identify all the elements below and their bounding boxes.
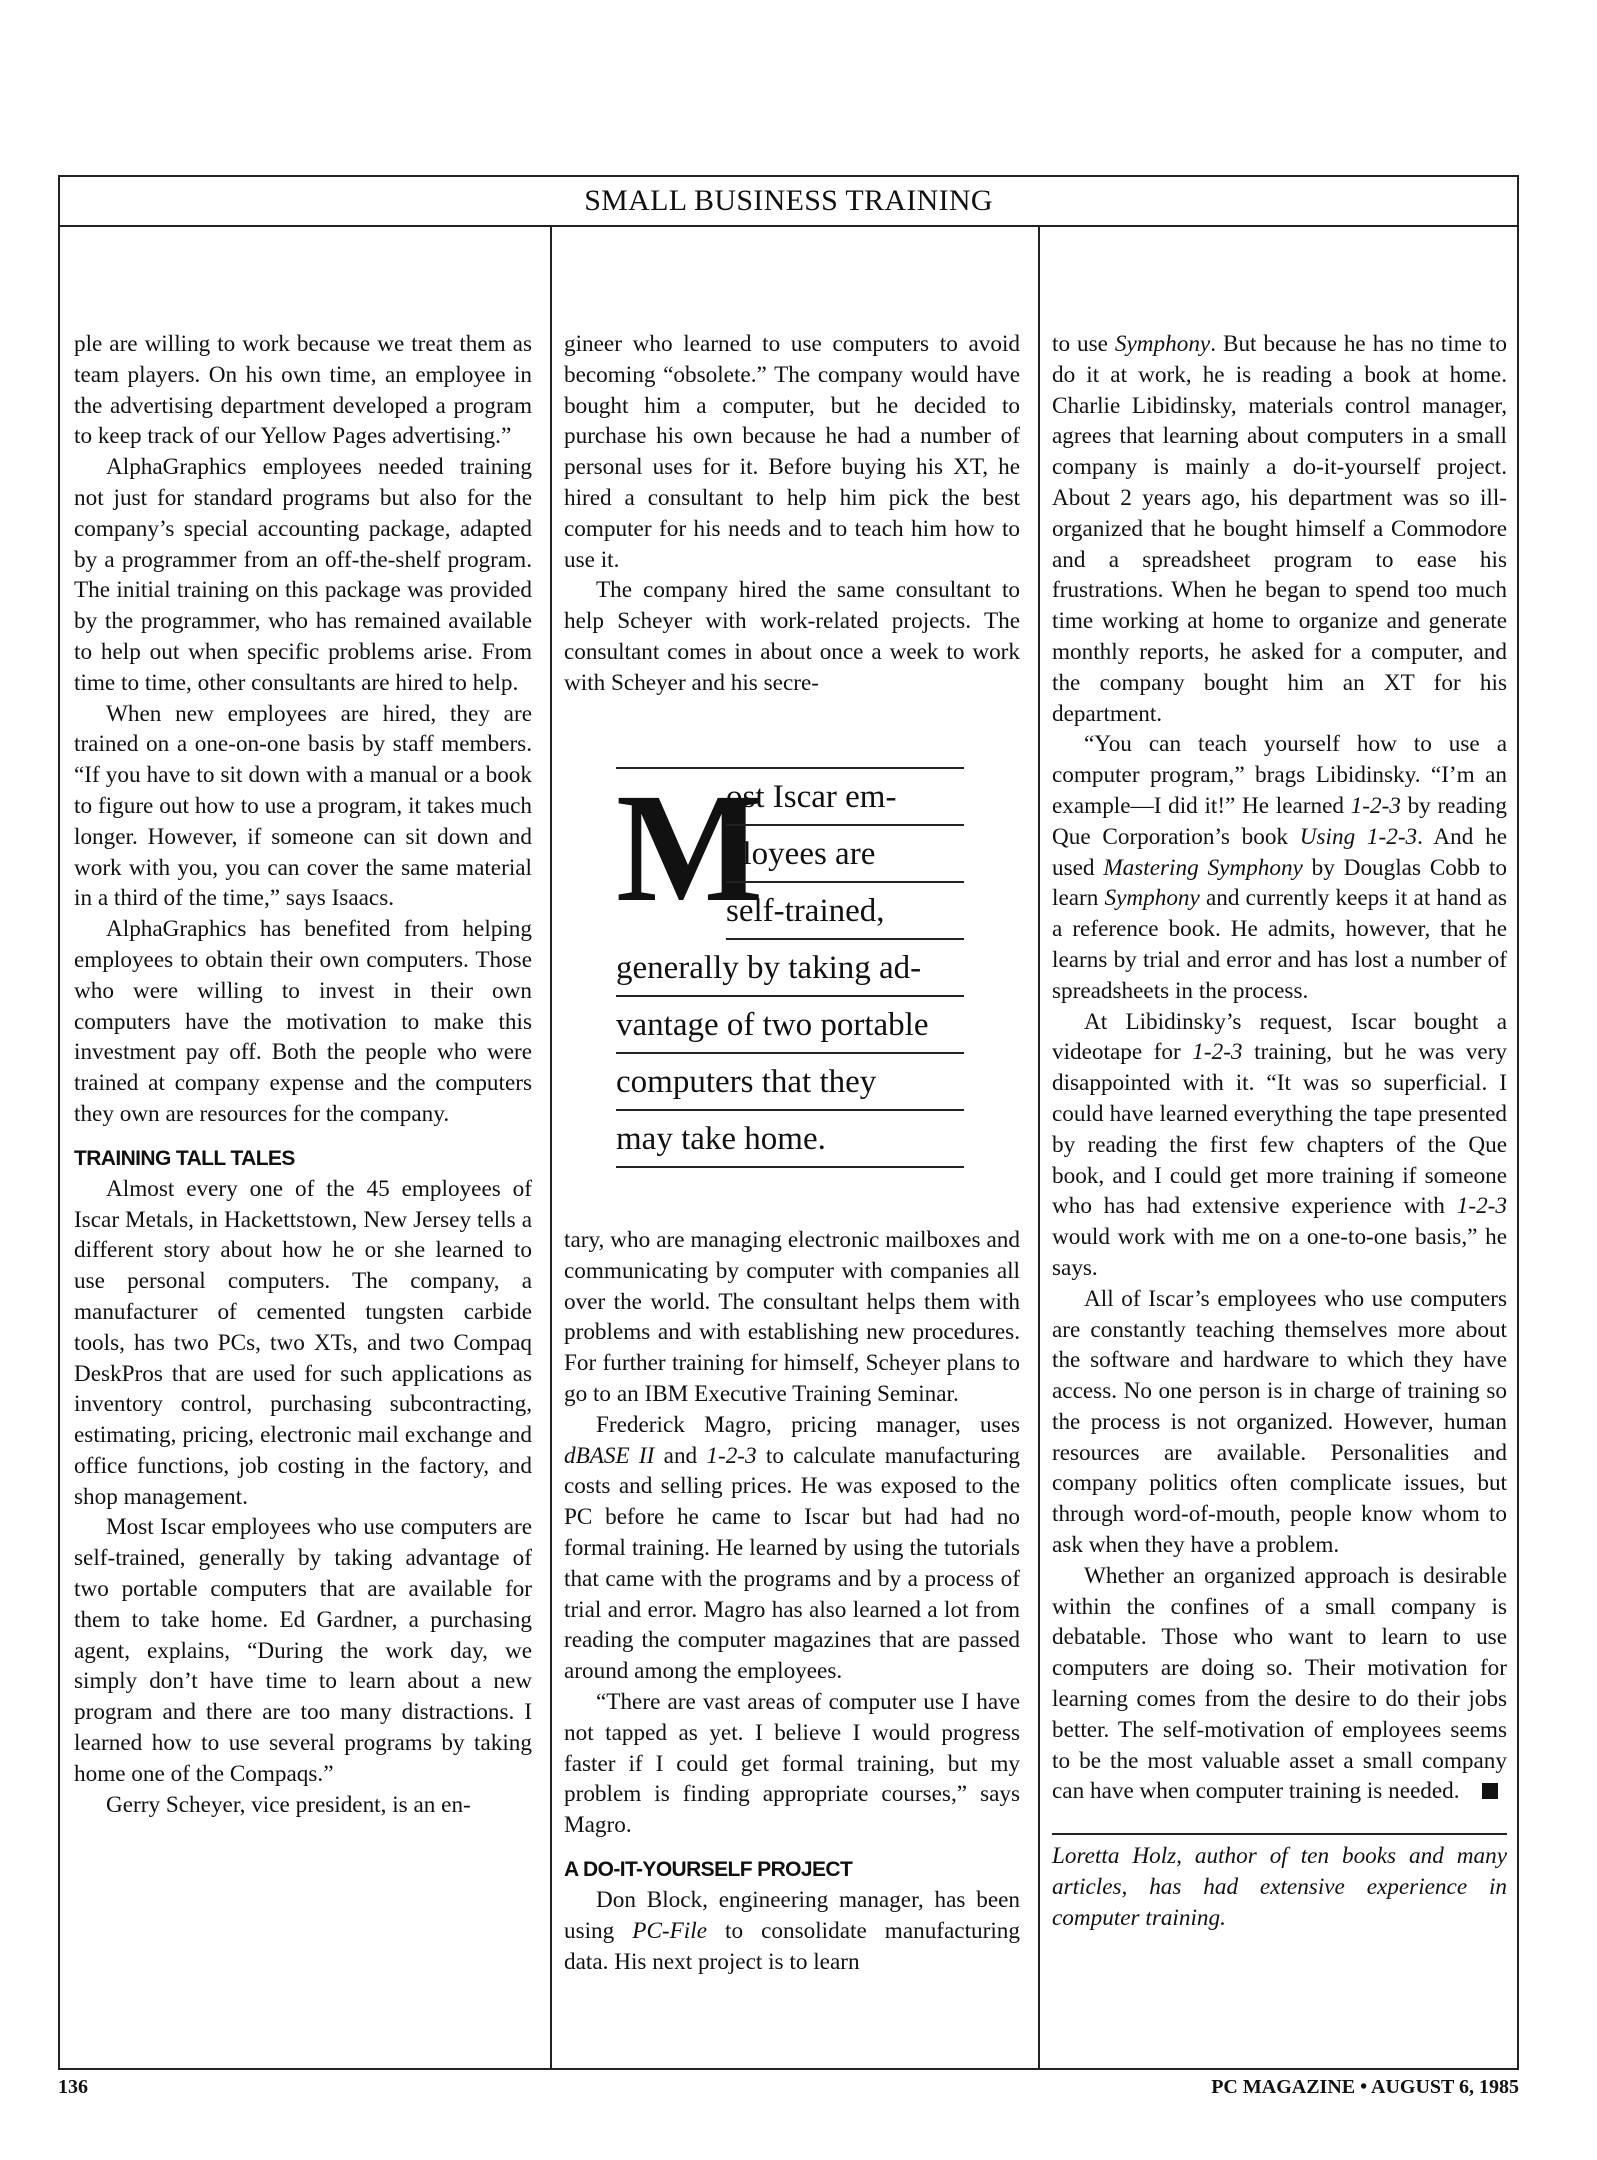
paragraph: to use Symphony. But because he has no time to do it at work, he is reading a book at home. Charlie Libidinsky, materials control manager, agrees that learning about computers in a small company is mainly a do-it-yourself project. About 2 years ago, his department was so ill-organized that he bought himself a Commodore and a spreadsheet program to ease his frustrations. When he began to spend too much time working at home to organize and generate monthly reports, he asked for a computer, and the company bought him an XT for his department. — [1052, 331, 1507, 727]
section-header: SMALL BUSINESS TRAINING — [60, 177, 1517, 227]
bio-divider — [1052, 1833, 1507, 1835]
paragraph: tary, who are managing electronic mailboxes and communicating by computer with companies all over the world. The consultant helps them with problems and with establishing new procedures. For further training for himself, Scheyer plans to go to an IBM Executive Training Seminar. — [564, 1227, 1020, 1407]
paragraph: “You can teach yourself how to use a computer program,” brags Libidinsky. “I’m an example—I did it!” He learned 1-2-3 by reading Que Corporation’s book Using 1-2-3. And he used Mastering Symphony by Douglas Cobb to learn Symphony and currently keeps it at hand as a reference book. He admits, however, that he learns by trial and error and has lost a number of spreadsheets in the process. — [1052, 731, 1507, 1004]
column-3 — [1052, 329, 1507, 1934]
author-bio: Loretta Holz, author of ten books and many articles, has had extensive experience in computer training. — [1052, 1843, 1507, 1931]
pull-quote-line: generally by taking ad- — [616, 940, 964, 997]
paragraph: Don Block, engineering manager, has been using PC-File to consolidate manufacturing data. His next project is to learn — [564, 1886, 1020, 1975]
paragraph: When new employees are hired, they are trained on a one-on-one basis by staff members. “If you have to sit down with a manual or a book to figure out how to use a program, it takes much longer. However, if someone can sit down and work with you, you can cover the same material in a third of the time,” says Isaacs. — [74, 700, 532, 912]
pull-quote-line: may take home. — [616, 1111, 964, 1168]
paragraph: At Libidinsky’s request, Iscar bought a videotape for 1-2-3 training, but he was very disappointed with it. “It was so superficial. I could have learned everything the tape presented by reading the first few chapters of the Que book, and I could get more training if someone who has had extensive experience with 1-2-3 would work with me on a one-to-one basis,” he says. — [1052, 1008, 1508, 1281]
paragraph: gineer who learned to use computers to avoid becoming “obsolete.” The company would have bought him a computer, but he decided to purchase his own because he had a number of personal uses for it. Before buying his XT, he hired a consultant to help him pick the best computer for his needs and to teach him how to use it. — [564, 331, 1020, 573]
column-2-bottom — [564, 1225, 1020, 1977]
pull-quote-line: ost Iscar em- — [726, 769, 964, 826]
pull-quote-line: ployees are — [726, 826, 964, 883]
pull-quote-line: vantage of two portable — [616, 997, 964, 1054]
paragraph: Frederick Magro, pricing manager, uses dBASE II and 1-2-3 to calculate manufacturing costs and selling prices. He was exposed to the PC before he came to Iscar but had had no formal training. He learned by using the tutorials that came with the programs and by a process of trial and error. Magro has also learned a lot from reading the computer magazines that are passed around among the employees. — [564, 1411, 1021, 1685]
end-mark-icon — [1482, 1783, 1498, 1799]
subhead-do-it-yourself: A DO-IT-YOURSELF PROJECT — [564, 1857, 853, 1881]
page-number: 136 — [58, 2076, 88, 2098]
column-divider — [1038, 225, 1040, 2068]
publication-line: PC MAGAZINE • AUGUST 6, 1985 — [1211, 2076, 1519, 2098]
subhead-training-tall-tales: TRAINING TALL TALES — [74, 1146, 295, 1170]
column-divider — [550, 225, 552, 2068]
paragraph: “There are vast areas of computer use I have not tapped as yet. I believe I would progress faster if I could get formal training, but my problem is finding appropriate courses,” says Magro. — [564, 1688, 1020, 1839]
paragraph: AlphaGraphics employees needed training not just for standard programs but also for the company’s special accounting package, adapted by a programmer from an off-the-shelf program. The initial training on this package was provided by the programmer, who has remained available to help out when specific problems arise. From time to time, other consultants are hired to help. — [74, 454, 532, 696]
column-2-top — [564, 329, 1020, 699]
column-1 — [74, 329, 532, 1820]
paragraph: Whether an organized approach is desirable within the confines of a small company is debatable. Those who want to learn to use computers are doing so. Their motivation for learning comes from the desire to do their jobs better. The self-motivation of employees seems to be the most valuable asset a small company can have when computer training is needed. — [1052, 1562, 1507, 1805]
pull-quote-line: self-trained, — [726, 883, 964, 940]
pull-quote-line: computers that they — [616, 1054, 964, 1111]
paragraph: Most Iscar employees who use computers are self-trained, generally by taking advantage of two portable computers that are available for them to take home. Ed Gardner, a purchasing agent, explains, “During the work day, we simply don’t have time to learn about a new program and there are too many distractions. I learned how to use several programs by taking home one of the Compaqs.” — [74, 1514, 532, 1787]
paragraph: Almost every one of the 45 employees of Iscar Metals, in Hackettstown, New Jersey tells a different story about how he or she learned to use personal computers. The company, a manufacturer of cemented tungsten carbide tools, has two PCs, two XTs, and two Compaq DeskPros that are used for such applications as inventory control, purchasing subcontracting, estimating, pricing, electronic mail exchange and office functions, job costing in the factory, and shop management. — [74, 1175, 532, 1510]
paragraph: Gerry Scheyer, vice president, is an en- — [106, 1791, 471, 1818]
paragraph: All of Iscar’s employees who use computers are constantly teaching themselves more about the software and hardware to which they have access. No one person is in charge of training so the process is not organized. However, human resources are available. Personalities and company politics often complicate issues, but through word-of-mouth, people know whom to ask when they have a problem. — [1052, 1285, 1507, 1559]
pull-quote — [616, 761, 964, 1168]
paragraph: AlphaGraphics has benefited from helping employees to obtain their own computers. Those who were willing to invest in their own computers have the motivation to make this investment pay off. Both the people who were trained at company expense and the computers they own are resources for the company. — [74, 916, 532, 1127]
drop-cap: M — [616, 761, 764, 934]
paragraph: ple are willing to work because we treat them as team players. On his own time, an employee in the advertising department developed a program to keep track of our Yellow Pages advertising.” — [74, 331, 532, 450]
article-frame — [58, 175, 1519, 2070]
paragraph: The company hired the same consultant to help Scheyer with work-related projects. The consultant comes in about once a week to work with Scheyer and his secre- — [564, 577, 1020, 696]
